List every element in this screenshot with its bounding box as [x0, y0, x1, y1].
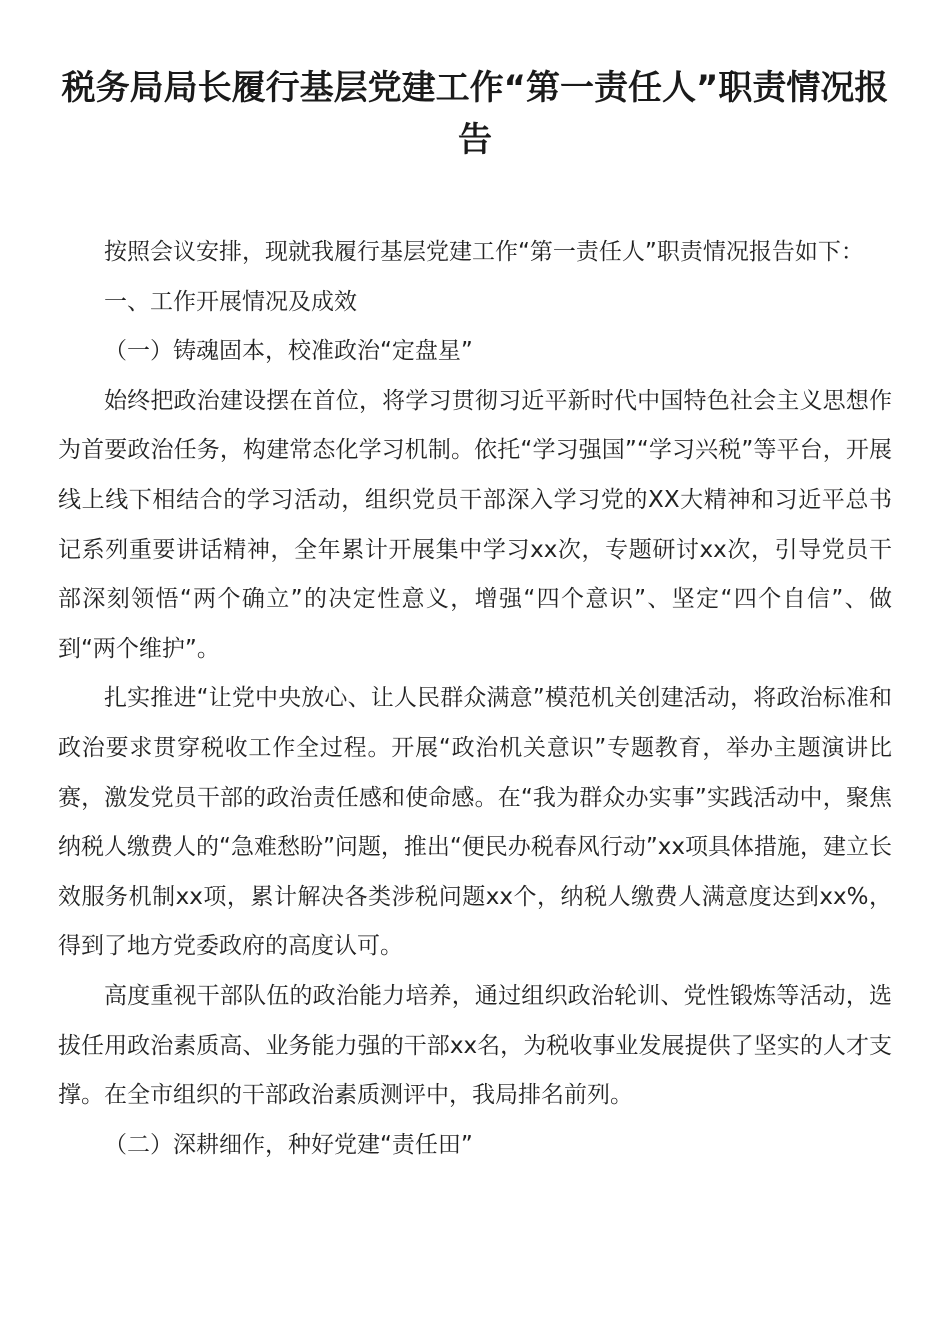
body-paragraph-1: 始终把政治建设摆在首位，将学习贯彻习近平新时代中国特色社会主义思想作为首要政治任务，构建常态化学习机制。依托“学习强国”“学习兴税”等平台，开展线上线下相结合的学习活动，组织党员干部深入学习党的XX大精神和习近平总书记系列重要讲话精神，全年累计开展集中学习xx次，专题研讨xx次，引导党员干部深刻领悟“两个确立”的决定性意义，增强“四个意识”、坚定“四个自信”、做到“两个维护”。	[58, 387, 892, 662]
body-paragraph-2: 扎实推进“让党中央放心、让人民群众满意”模范机关创建活动，将政治标准和政治要求贯穿税收工作全过程。开展“政治机关意识”专题教育，举办主题演讲比赛，激发党员干部的政治责任感和使命感。在“我为群众办实事”实践活动中，聚焦纳税人缴费人的“急难愁盼”问题，推出“便民办税春风行动”xx项具体措施，建立长效服务机制xx项，累计解决各类涉税问题xx个，纳税人缴费人满意度达到xx%，得到了地方党委政府的高度认可。	[58, 685, 892, 960]
document-body	[58, 228, 892, 1170]
document-page	[58, 62, 892, 1170]
document-title: 税务局局长履行基层党建工作“第一责任人”职责情况报告	[61, 68, 889, 160]
subsection-heading-1: （一）铸魂固本，校准政治“定盘星”	[104, 338, 473, 365]
section-heading-1: 一、工作开展情况及成效	[104, 288, 357, 315]
body-paragraph-3: 高度重视干部队伍的政治能力培养，通过组织政治轮训、党性锻炼等活动，选拔任用政治素质高、业务能力强的干部xx名，为税收事业发展提供了坚实的人才支撑。在全市组织的干部政治素质测评中，我局排名前列。	[58, 982, 892, 1109]
subsection-heading-2: （二）深耕细作，种好党建“责任田”	[104, 1131, 473, 1158]
intro-paragraph: 按照会议安排，现就我履行基层党建工作“第一责任人”职责情况报告如下：	[104, 239, 864, 265]
